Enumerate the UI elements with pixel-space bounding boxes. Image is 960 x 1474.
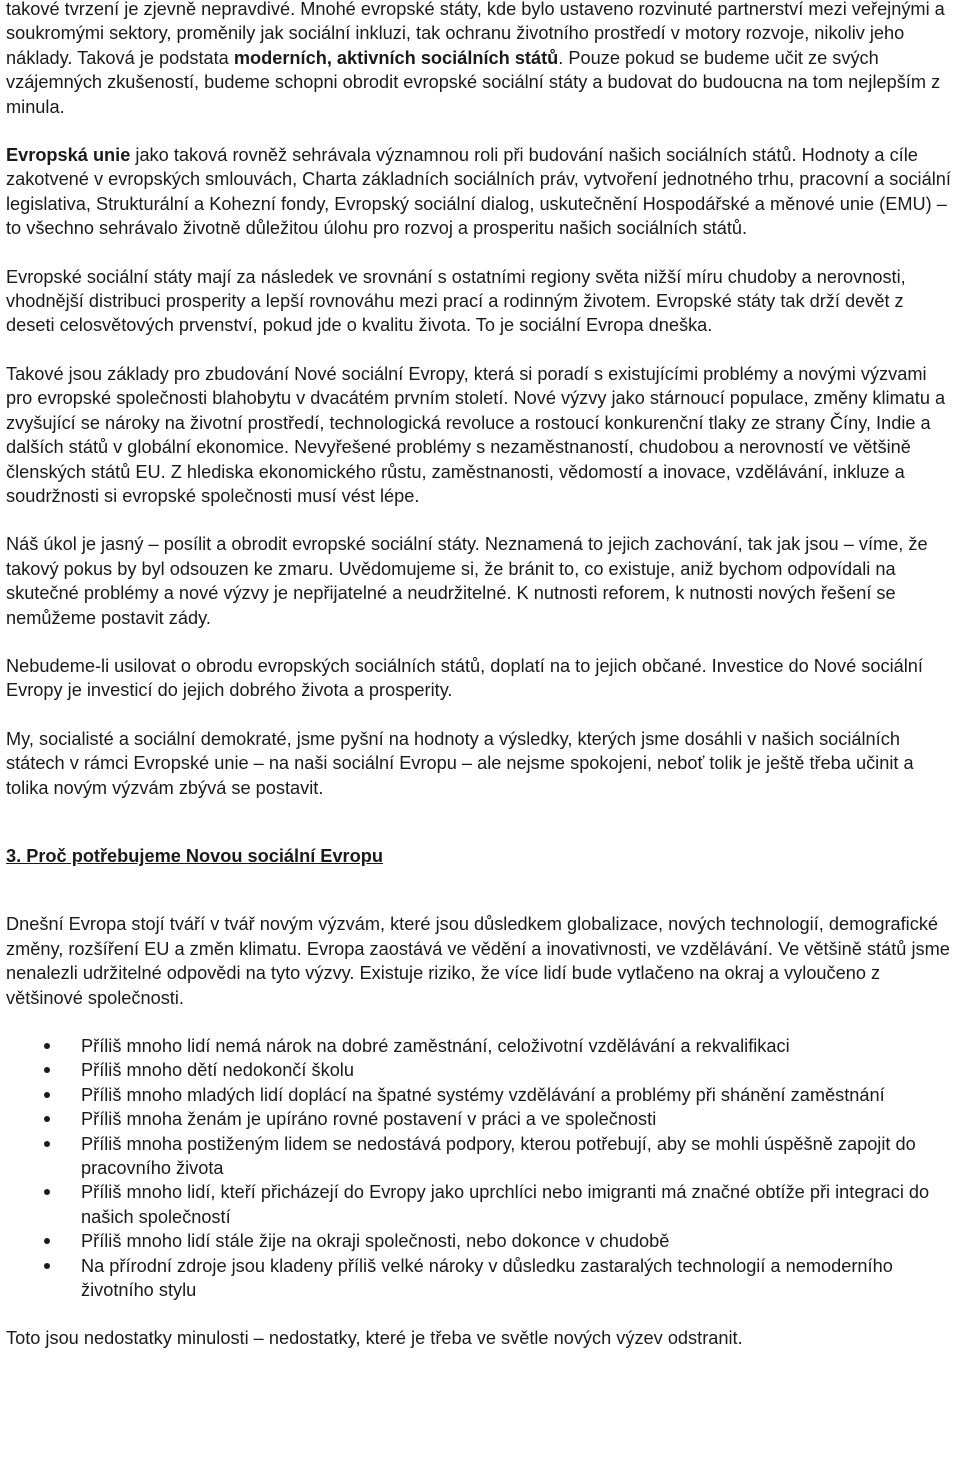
bold-phrase: moderních, aktivních sociálních států	[233, 47, 559, 68]
bullet-list	[6, 1034, 952, 1302]
paragraph: Evropské sociální státy mají za následek ve srovnání s ostatními regiony světa nižší míru chudoby a nerovnosti, vhodnější distribuci prosperity a lepší rovnováhu mezi prací a rodinným životem. Evropské státy tak drží devět z deseti celosvětových prvenství, pokud jde o kvalitu života. To je sociální Evropa dneška.	[6, 266, 906, 336]
list-item: Příliš mnoha ženám je upíráno rovné postavení v práci a ve společnosti	[81, 1107, 952, 1131]
paragraph-text: jako taková rovněž sehrávala významnou roli při budování našich sociálních států. Hodnoty a cíle zakotvené v evropských smlouvách, Charta základních sociálních práv, vytvoření jednotného trhu, pracovní a sociální legislativa, Strukturální a Kohezní fondy, Evropský sociální dialog, uskutečnění Hospodářské a měnové unie (EMU) – to všechno sehrávalo životně důležitou úlohu pro rozvoj a prosperitu našich sociálních států.	[6, 145, 951, 239]
paragraph: Náš úkol je jasný – posílit a obrodit evropské sociální státy. Neznamená to jejich zachování, tak jak jsou – víme, že takový pokus by byl odsouzen ke zmaru. Uvědomujeme si, že bránit to, co existuje, aniž bychom odpovídali na skutečné problémy a nové výzvy je nepřijatelné a neudržitelné. K nutnosti reforem, k nutnosti nových řešení se nemůžeme postavit zády.	[6, 534, 928, 628]
paragraph-text: . Pouze pokud se budeme učit ze svých vzájemných zkušeností, budeme schopni obrodit evropské sociální státy a budovat do budoucna na tom nejlepším z minula.	[6, 47, 941, 117]
paragraph	[6, 0, 952, 119]
list-item: Příliš mnoho lidí nemá nárok na dobré zaměstnání, celoživotní vzdělávání a rekvalifikaci	[81, 1034, 952, 1058]
paragraph-text: takové tvrzení je zjevně nepravdivé. Mnohé evropské státy, kde bylo ustaveno rozvinuté partnerství mezi veřejnými a soukromými sektory, proměnily jak sociální inkluzi, tak ochranu životního prostředí v motory rozvoje, nikoliv jeho náklady. Taková je podstata	[6, 0, 945, 68]
list-item: Příliš mnoha postiženým lidem se nedostává podpory, kterou potřebují, aby se mohli úspěšně zapojit do pracovního života	[81, 1132, 952, 1181]
paragraph: My, socialisté a sociální demokraté, jsme pyšní na hodnoty a výsledky, kterých jsme dosáhli v našich sociálních státech v rámci Evropské unie – na naši sociální Evropu – ale nejsme spokojeni, neboť tolik je ještě třeba učinit a tolika novým výzvám zbývá se postavit.	[6, 728, 914, 798]
paragraph: Nebudeme-li usilovat o obrodu evropských sociálních států, doplatí na to jejich občané. Investice do Nové sociální Evropy je investicí do jejich dobrého života a prosperity.	[6, 655, 923, 701]
paragraph	[6, 143, 952, 241]
list-item: Příliš mnoho mladých lidí doplácí na špatné systémy vzdělávání a problémy při shánění zaměstnání	[81, 1083, 952, 1107]
paragraph: Takové jsou základy pro zbudování Nové sociální Evropy, která si poradí s existujícími problémy a novými výzvami pro evropské společnosti blahobytu v dvacátém prvním století. Nové výzvy jako stárnoucí populace, změny klimatu a zvyšující se nároky na životní prostředí, technologická revoluce a rostoucí konkurenční tlaky ze strany Číny, Indie a dalších států v globální ekonomice. Nevyřešené problémy s nezaměstnaností, chudobou a nerovností ve většině členských států EU. Z hlediska ekonomického růstu, zaměstnanosti, vědomostí a inovace, vzdělávání, inkluze a soudržnosti si evropské společnosti musí vést lépe.	[6, 363, 946, 506]
list-item: Příliš mnoho lidí, kteří přicházejí do Evropy jako uprchlíci nebo imigranti má značné obtíže při integraci do našich společností	[81, 1180, 952, 1229]
section-heading: 3. Proč potřebujeme Novou sociální Evropu	[6, 845, 383, 866]
list-item: Na přírodní zdroje jsou kladeny příliš velké nároky v důsledku zastaralých technologií a nemoderního životního stylu	[81, 1254, 952, 1303]
paragraph: Dnešní Evropa stojí tváří v tvář novým výzvám, které jsou důsledkem globalizace, nových technologií, demografické změny, rozšíření EU a změn klimatu. Evropa zaostává ve vědění a inovativnosti, ve vzdělávání. Ve většině států jsme nenalezli udržitelné odpovědi na tyto výzvy. Existuje riziko, že více lidí bude vytlačeno na okraj a vyloučeno z většinové společnosti.	[6, 914, 950, 1008]
list-item: Příliš mnoho dětí nedokončí školu	[81, 1058, 952, 1082]
paragraph: Toto jsou nedostatky minulosti – nedostatky, které je třeba ve světle nových výzev odstranit.	[6, 1328, 743, 1349]
list-item: Příliš mnoho lidí stále žije na okraji společnosti, nebo dokonce v chudobě	[81, 1229, 952, 1253]
bold-phrase: Evropská unie	[6, 145, 131, 166]
